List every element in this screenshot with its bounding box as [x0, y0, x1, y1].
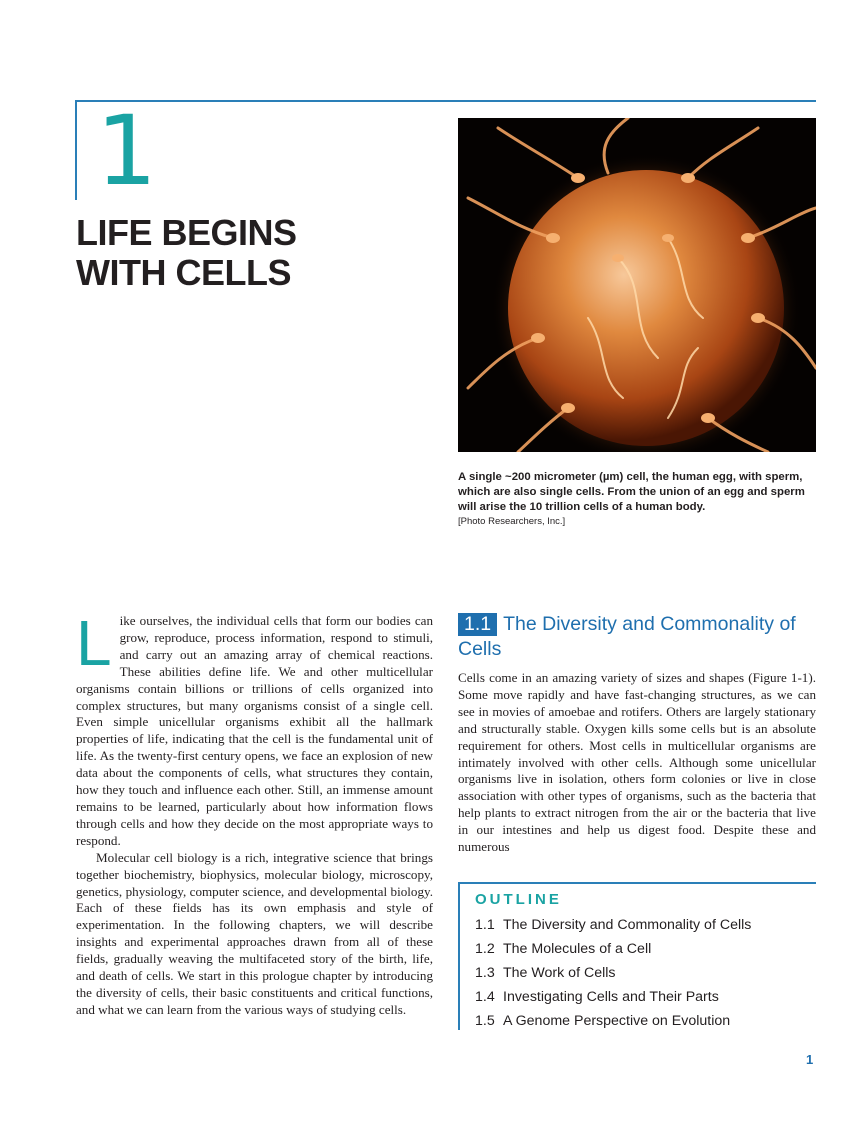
- drop-cap: L: [76, 607, 112, 679]
- outline-title: OUTLINE: [475, 891, 562, 908]
- outline-left-rule: [458, 882, 460, 1030]
- outline-top-rule: [458, 882, 816, 884]
- outline-item-number: 1.4: [475, 989, 495, 1005]
- egg-sperm-photo: [458, 118, 816, 452]
- outline-item-label: The Molecules of a Cell: [503, 941, 652, 957]
- intro-paragraph-1: [76, 607, 433, 850]
- outline-item-label: A Genome Perspective on Evolution: [503, 1013, 731, 1029]
- chapter-title-line1: LIFE BEGINS: [76, 212, 297, 253]
- intro-column: [76, 607, 433, 1019]
- outline-item[interactable]: [475, 987, 751, 1011]
- page-number: 1: [806, 1052, 814, 1067]
- egg-cell-illustration: [458, 118, 816, 452]
- chapter-left-rule: [75, 100, 77, 200]
- section-title: The Diversity and Commonality of Cells: [458, 613, 796, 660]
- intro-paragraph-2: Molecular cell biology is a rich, integrative science that brings together biochemistry, biophysics, molecular biology, microscopy, genetics, physiology, computer science, and developmental biology. Each of these fields has its own emphasis and style of experimentation. In the following chapters, we will describe insights and experimental approaches drawn from all of these fields, gradually weaving the multifaceted story of the birth, life, and death of cells. We start in this prologue chapter by introducing the diversity of cells, their basic constituents and critical functions, and what we can learn from the various ways of studying cells.: [76, 849, 433, 1017]
- chapter-title: [76, 213, 297, 293]
- outline-item-label: Investigating Cells and Their Parts: [503, 989, 719, 1005]
- outline-list: [475, 915, 751, 1035]
- outline-item[interactable]: [475, 915, 751, 939]
- outline-item-label: The Diversity and Commonality of Cells: [503, 917, 752, 933]
- outline-item[interactable]: [475, 1011, 751, 1035]
- outline-item-number: 1.5: [475, 1013, 495, 1029]
- section-number-badge: 1.1: [458, 613, 497, 636]
- chapter-top-rule: [75, 100, 816, 102]
- outline-item[interactable]: [475, 939, 751, 963]
- outline-item[interactable]: [475, 963, 751, 987]
- section-body-paragraph: Cells come in an amazing variety of sizes and shapes (Figure 1-1). Some move rapidly and have fast-changing structures, as we can see in movies of amoebae and rotifers. Others are largely stationary and structurally stable. Oxygen kills some cells but is an absolute requirement for others. Most cells in multicellular organisms are intimately involved with other cells. Although some unicellular organisms live in isolation, others form colonies or live in close association with other types of organisms, such as the bacteria that help plants to extract nitrogen from the air or the bacteria that live in our intestines and help us digest food. Despite these and numerous: [458, 670, 816, 855]
- section-body-column: [458, 670, 816, 856]
- section-heading: [458, 612, 818, 662]
- outline-item-label: The Work of Cells: [503, 965, 616, 981]
- intro-paragraph-1-text: ike ourselves, the individual cells that form our bodies can grow, reproduce, process information, respond to stimuli, and carry out an amazing array of chemical reactions. These abilities define life. We and other multicellular organisms contain billions or trillions of cells organized into complex structures, but many organisms consist of a single cell. Even simple unicellular organisms exhibit all the hallmark properties of life, indicating that the cell is the fundamental unit of life. As the twenty-first century opens, we face an explosion of new data about the components of cells, what structures they contain, how they touch and influence each other. Still, an immense amount remains to be learned, particularly about how information flows through cells and how they decide on the most appropriate ways to respond.: [76, 613, 433, 848]
- outline-item-number: 1.2: [475, 941, 495, 957]
- figure-caption-text: A single ~200 micrometer (µm) cell, the human egg, with sperm, which are also single cells. From the union of an egg and sperm will arise the 10 trillion cells of a human body.: [458, 471, 805, 513]
- chapter-number: 1: [96, 95, 158, 207]
- outline-item-number: 1.3: [475, 965, 495, 981]
- figure-caption: [458, 470, 816, 529]
- chapter-title-line2: WITH CELLS: [76, 252, 291, 293]
- outline-box: [458, 882, 816, 1030]
- figure-credit: [Photo Researchers, Inc.]: [458, 516, 566, 527]
- outline-item-number: 1.1: [475, 917, 495, 933]
